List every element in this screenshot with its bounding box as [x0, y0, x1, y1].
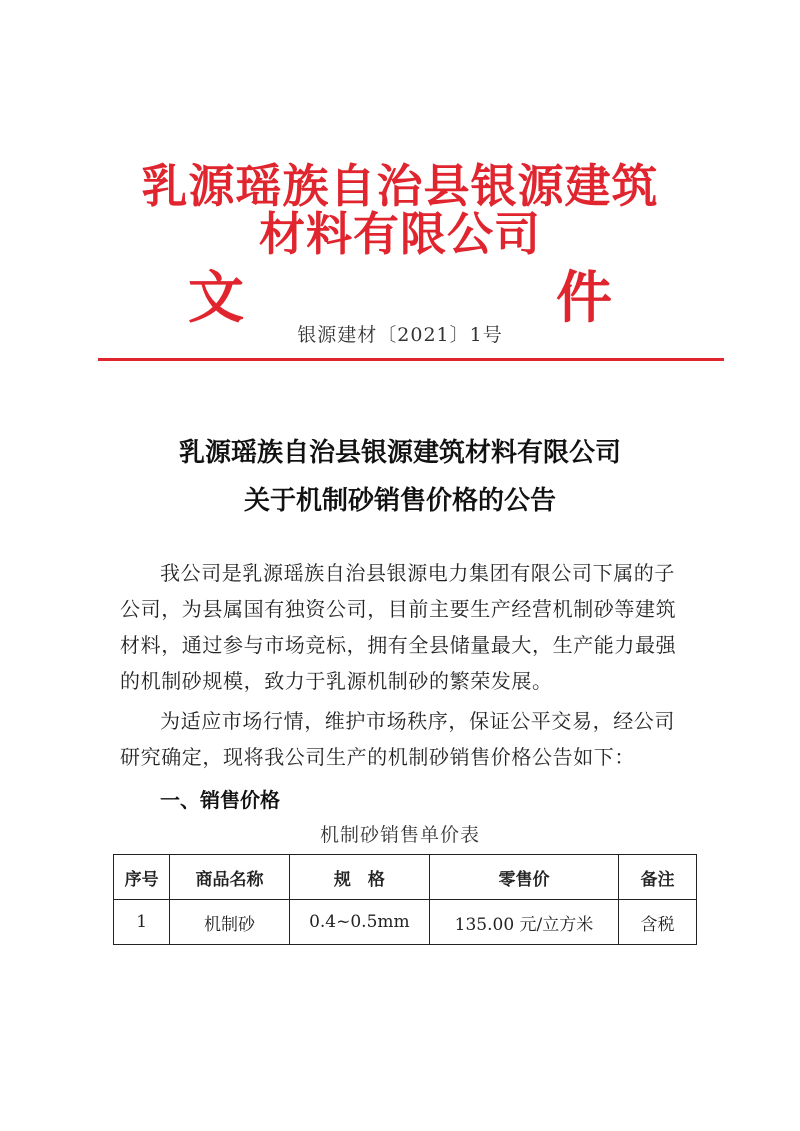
document-char-jian: 件	[556, 265, 612, 331]
header-product-name: 商品名称	[170, 855, 289, 900]
issuer-name-line1: 乳源瑶族自治县银源建筑	[141, 159, 659, 213]
document-number: 银源建材〔2021〕1号	[297, 324, 503, 346]
document-char-wen: 文	[188, 265, 244, 331]
section-heading-price: 一、销售价格	[160, 788, 280, 812]
announcement-title-line1: 乳源瑶族自治县银源建筑材料有限公司	[178, 438, 621, 468]
cell-spec: 0.4~0.5mm	[289, 900, 429, 945]
cell-product-name: 机制砂	[170, 900, 289, 945]
header-retail-price: 零售价	[430, 855, 619, 900]
header-serial: 序号	[114, 855, 170, 900]
header-spec: 规 格	[289, 855, 429, 900]
table-caption: 机制砂销售单价表	[319, 824, 480, 846]
table-header-row	[114, 855, 697, 900]
table-row	[114, 900, 697, 945]
red-divider-line	[98, 358, 724, 361]
cell-remark: 含税	[618, 900, 696, 945]
cell-serial: 1	[114, 900, 170, 945]
issuer-name-line2: 材料有限公司	[259, 207, 541, 261]
announcement-title-line2: 关于机制砂销售价格的公告	[243, 486, 556, 516]
price-table	[113, 854, 697, 945]
cell-retail-price: 135.00 元/立方米	[430, 900, 619, 945]
body-paragraph-2: 为适应市场行情，维护市场秩序，保证公平交易，经公司研究确定，现将我公司生产的机制砂销售价格公告如下：	[120, 709, 675, 769]
body-paragraph-1: 我公司是乳源瑶族自治县银源电力集团有限公司下属的子公司，为县属国有独资公司，目前主要生产经营机制砂等建筑材料，通过参与市场竞标，拥有全县储量最大，生产能力最强的机制砂规模，致力于乳源机制砂的繁荣发展。	[120, 561, 677, 693]
header-remark: 备注	[618, 855, 696, 900]
